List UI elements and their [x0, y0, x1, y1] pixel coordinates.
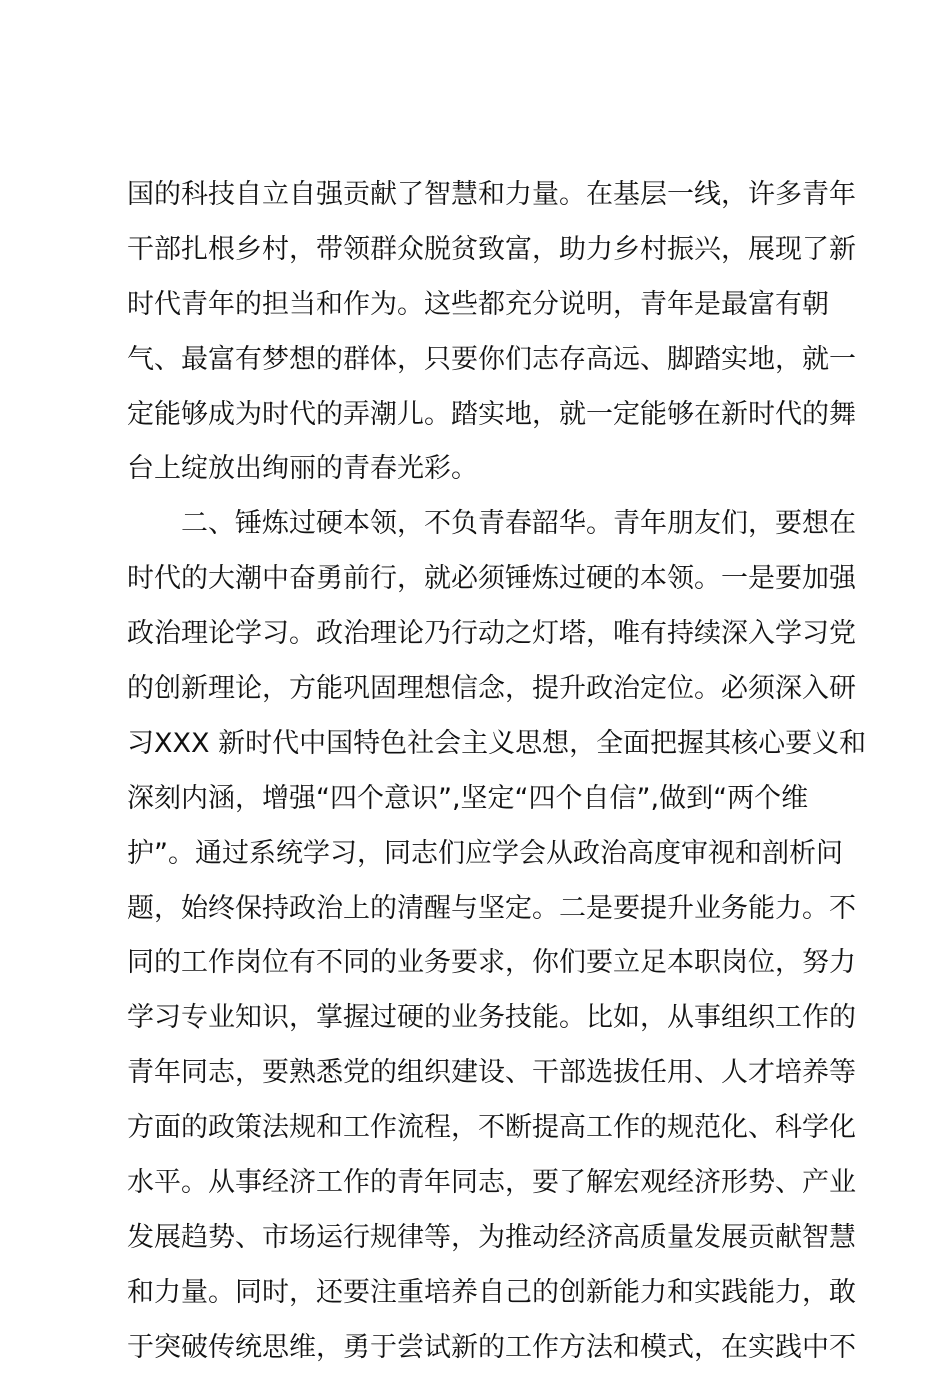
text-line: 时代的大潮中奋勇前行，就必须锤炼过硬的本领。一是要加强 — [127, 563, 856, 595]
text-line: 和力量。同时，还要注重培养自己的创新能力和实践能力，敢 — [127, 1276, 856, 1308]
text-line: 青年同志，要熟悉党的组织建设、干部选拔任用、人才培养等 — [127, 1057, 856, 1089]
text-line: 护”。通过系统学习，同志们应学会从政治高度审视和剖析问 — [127, 837, 843, 869]
text-line: 同的工作岗位有不同的业务要求，你们要立足本职岗位，努力 — [127, 947, 856, 979]
text-line: 题，始终保持政治上的清醒与坚定。二是要提升业务能力。不 — [127, 892, 856, 924]
text-line: 水平。从事经济工作的青年同志，要了解宏观经济形势、产业 — [127, 1167, 856, 1199]
text-line: 政治理论学习。政治理论乃行动之灯塔，唯有持续深入学习党 — [127, 618, 856, 650]
section-heading-line: 二、锤炼过硬本领，不负青春韶华。青年朋友们，要想在 — [127, 508, 856, 540]
text-line: 方面的政策法规和工作流程，不断提高工作的规范化、科学化 — [127, 1112, 856, 1144]
text-line: 学习专业知识，掌握过硬的业务技能。比如，从事组织工作的 — [127, 1002, 856, 1034]
text-line: 时代青年的担当和作为。这些都充分说明，青年是最富有朝 — [127, 288, 829, 320]
text-line: 台上绽放出绚丽的青春光彩。 — [127, 453, 478, 485]
text-line: 气、最富有梦想的群体，只要你们志存高远、脚踏实地，就一 — [127, 343, 856, 375]
text-line: 干部扎根乡村，带领群众脱贫致富，助力乡村振兴，展现了新 — [127, 233, 856, 265]
text-line: 定能够成为时代的弄潮儿。踏实地，就一定能够在新时代的舞 — [127, 398, 856, 430]
body-text — [127, 168, 867, 1376]
text-line: 于突破传统思维，勇于尝试新的工作方法和模式，在实践中不 — [127, 1331, 856, 1363]
text-line: 发展趋势、市场运行规律等，为推动经济高质量发展贡献智慧 — [127, 1221, 856, 1253]
text-line: 深刻内涵，增强“四个意识”,坚定“四个自信”,做到“两个维 — [127, 782, 809, 814]
text-line: 习XXX 新时代中国特色社会主义思想，全面把握其核心要义和 — [127, 727, 867, 759]
text-line: 的创新理论，方能巩固理想信念，提升政治定位。必须深入研 — [127, 673, 856, 705]
text-line: 国的科技自立自强贡献了智慧和力量。在基层一线，许多青年 — [127, 179, 856, 210]
